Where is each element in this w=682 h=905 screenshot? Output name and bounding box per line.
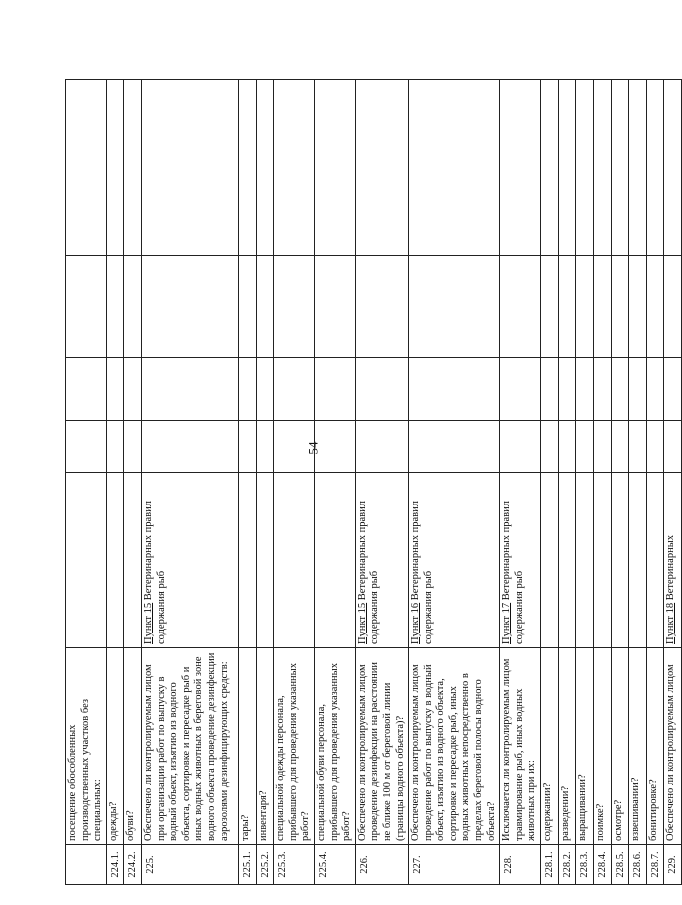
legal-reference: [314, 473, 355, 648]
item-number: 226.: [355, 845, 408, 885]
legal-reference: [664, 473, 682, 648]
reference-text: Ветеринарных правил содержания рыб: [142, 501, 167, 644]
notes-cell[interactable]: [355, 80, 408, 256]
reference-text: Ветеринарных правил содержания рыб: [410, 501, 434, 644]
checklist-body: [66, 80, 682, 885]
answer-no-cell[interactable]: [66, 358, 107, 421]
answer-no-cell[interactable]: [594, 358, 612, 421]
table-row: [141, 80, 238, 885]
question-text: взвешивании?: [629, 648, 647, 845]
legal-reference: [124, 473, 142, 648]
question-text: осмотре?: [611, 648, 629, 845]
legal-reference: [576, 473, 594, 648]
table-row: [500, 80, 541, 885]
table-row: [124, 80, 142, 885]
question-text: посещение обособленных производственных участков без специальных:: [66, 648, 107, 845]
answer-yes-cell[interactable]: [256, 421, 274, 473]
legal-reference: [611, 473, 629, 648]
notes-cell[interactable]: [541, 80, 559, 256]
reference-link[interactable]: Пункт 16: [410, 602, 422, 644]
reference-text: Ветеринарных правил содержания рыб: [356, 501, 381, 644]
legal-reference: [629, 473, 647, 648]
question-text: разведении?: [558, 648, 576, 845]
question-text: специальной одежды персонала, прибывшего для проведения указанных работ?: [274, 648, 315, 845]
page-number: 54: [305, 441, 321, 455]
question-text: обуви?: [124, 648, 142, 845]
answer-na-cell[interactable]: [106, 256, 124, 358]
answer-no-cell[interactable]: [409, 358, 500, 421]
table-row: [274, 80, 315, 885]
notes-cell[interactable]: [558, 80, 576, 256]
item-number: 228.7.: [646, 845, 664, 885]
table-row: [541, 80, 559, 885]
answer-na-cell[interactable]: [355, 256, 408, 358]
question-text: Обеспечено ли контролируемым лицом проведение дезинфекции на расстоянии не ближе 100 м от береговой линии (границы водного объекта)?: [355, 648, 408, 845]
question-text: Исключается ли контролируемым лицом травмирование рыб, иных водных животных при их:: [500, 648, 541, 845]
item-number: 228.1.: [541, 845, 559, 885]
answer-yes-cell[interactable]: [124, 421, 142, 473]
table-row: [664, 80, 682, 885]
answer-no-cell[interactable]: [238, 358, 256, 421]
reference-link[interactable]: Пункт 17: [501, 602, 513, 644]
rotated-table-container: [65, 80, 679, 885]
notes-cell[interactable]: [664, 80, 682, 256]
answer-yes-cell[interactable]: [274, 421, 315, 473]
question-text: бонитировке?: [646, 648, 664, 845]
answer-na-cell[interactable]: [238, 256, 256, 358]
answer-na-cell[interactable]: [314, 256, 355, 358]
answer-na-cell[interactable]: [274, 256, 315, 358]
legal-reference: [238, 473, 256, 648]
table-row: [409, 80, 500, 885]
answer-yes-cell[interactable]: [409, 421, 500, 473]
item-number: 225.4.: [314, 845, 355, 885]
answer-na-cell[interactable]: [646, 256, 664, 358]
answer-na-cell[interactable]: [629, 256, 647, 358]
notes-cell[interactable]: [611, 80, 629, 256]
item-number: 228.3.: [576, 845, 594, 885]
answer-na-cell[interactable]: [594, 256, 612, 358]
notes-cell[interactable]: [274, 80, 315, 256]
answer-no-cell[interactable]: [355, 358, 408, 421]
legal-reference: [594, 473, 612, 648]
item-number: 228.6.: [629, 845, 647, 885]
table-row: [576, 80, 594, 885]
notes-cell[interactable]: [256, 80, 274, 256]
table-row: [355, 80, 408, 885]
answer-no-cell[interactable]: [314, 358, 355, 421]
notes-cell[interactable]: [141, 80, 238, 256]
question-text: инвентаря?: [256, 648, 274, 845]
table-row: [256, 80, 274, 885]
answer-na-cell[interactable]: [541, 256, 559, 358]
table-row: [611, 80, 629, 885]
legal-reference: [646, 473, 664, 648]
answer-no-cell[interactable]: [646, 358, 664, 421]
question-text: поимке?: [594, 648, 612, 845]
answer-no-cell[interactable]: [611, 358, 629, 421]
item-number: 225.: [141, 845, 238, 885]
answer-yes-cell[interactable]: [500, 421, 541, 473]
answer-na-cell[interactable]: [500, 256, 541, 358]
legal-reference: [500, 473, 541, 648]
item-number: 229.: [664, 845, 682, 885]
question-text: Обеспечено ли контролируемым лицом проведение работ по выпуску в водный объект, изъятию из водного объекта, сортировке и пересадке рыб, иных водных животных непосредственно в пределах береговой полосы водного объекта?: [409, 648, 500, 845]
answer-yes-cell[interactable]: [629, 421, 647, 473]
answer-na-cell[interactable]: [611, 256, 629, 358]
answer-no-cell[interactable]: [664, 358, 682, 421]
answer-yes-cell[interactable]: [66, 421, 107, 473]
answer-yes-cell[interactable]: [664, 421, 682, 473]
answer-na-cell[interactable]: [256, 256, 274, 358]
question-text: тары?: [238, 648, 256, 845]
item-number: [66, 845, 107, 885]
table-row: [238, 80, 256, 885]
notes-cell[interactable]: [106, 80, 124, 256]
notes-cell[interactable]: [314, 80, 355, 256]
reference-link[interactable]: Пункт 15: [356, 602, 368, 644]
answer-yes-cell[interactable]: [141, 421, 238, 473]
reference-link[interactable]: Пункт 18: [665, 602, 677, 644]
answer-yes-cell[interactable]: [611, 421, 629, 473]
question-text: специальной обуви персонала, прибывшего для проведения указанных работ?: [314, 648, 355, 845]
question-text: одежды?: [106, 648, 124, 845]
answer-no-cell[interactable]: [576, 358, 594, 421]
answer-yes-cell[interactable]: [558, 421, 576, 473]
answer-yes-cell[interactable]: [238, 421, 256, 473]
answer-na-cell[interactable]: [409, 256, 500, 358]
reference-text: Ветеринарных: [665, 534, 677, 603]
notes-cell[interactable]: [646, 80, 664, 256]
item-number: 224.2.: [124, 845, 142, 885]
notes-cell[interactable]: [409, 80, 500, 256]
legal-reference: [106, 473, 124, 648]
table-row: [66, 80, 107, 885]
answer-na-cell[interactable]: [576, 256, 594, 358]
notes-cell[interactable]: [576, 80, 594, 256]
item-number: 228.2.: [558, 845, 576, 885]
table-row: [314, 80, 355, 885]
notes-cell[interactable]: [238, 80, 256, 256]
answer-na-cell[interactable]: [558, 256, 576, 358]
notes-cell[interactable]: [629, 80, 647, 256]
answer-yes-cell[interactable]: [646, 421, 664, 473]
table-row: [629, 80, 647, 885]
item-number: 227.: [409, 845, 500, 885]
legal-reference: [355, 473, 408, 648]
answer-yes-cell[interactable]: [355, 421, 408, 473]
answer-na-cell[interactable]: [124, 256, 142, 358]
reference-text: Ветеринарных правил содержания рыб: [501, 501, 525, 644]
answer-yes-cell[interactable]: [541, 421, 559, 473]
notes-cell[interactable]: [124, 80, 142, 256]
item-number: 225.3.: [274, 845, 315, 885]
answer-no-cell[interactable]: [124, 358, 142, 421]
legal-reference: [274, 473, 315, 648]
answer-no-cell[interactable]: [629, 358, 647, 421]
answer-no-cell[interactable]: [541, 358, 559, 421]
item-number: 228.4.: [594, 845, 612, 885]
legal-reference: [66, 473, 107, 648]
answer-no-cell[interactable]: [558, 358, 576, 421]
table-row: [558, 80, 576, 885]
notes-cell[interactable]: [66, 80, 107, 256]
reference-link[interactable]: Пункт 15: [142, 602, 154, 644]
answer-no-cell[interactable]: [500, 358, 541, 421]
answer-na-cell[interactable]: [664, 256, 682, 358]
answer-no-cell[interactable]: [256, 358, 274, 421]
notes-cell[interactable]: [500, 80, 541, 256]
answer-yes-cell[interactable]: [106, 421, 124, 473]
table-row: [646, 80, 664, 885]
answer-yes-cell[interactable]: [594, 421, 612, 473]
legal-reference: [409, 473, 500, 648]
item-number: 225.1.: [238, 845, 256, 885]
answer-no-cell[interactable]: [106, 358, 124, 421]
item-number: 224.1.: [106, 845, 124, 885]
table-row: [594, 80, 612, 885]
item-number: 228.: [500, 845, 541, 885]
question-text: Обеспечено ли контролируемым лицом: [664, 648, 682, 845]
answer-na-cell[interactable]: [141, 256, 238, 358]
table-row: [106, 80, 124, 885]
question-text: содержании?: [541, 648, 559, 845]
answer-no-cell[interactable]: [274, 358, 315, 421]
answer-no-cell[interactable]: [141, 358, 238, 421]
answer-yes-cell[interactable]: [314, 421, 355, 473]
answer-yes-cell[interactable]: [576, 421, 594, 473]
question-text: Обеспечено ли контролируемым лицом при организации работ по выпуску в водный объект, изъятию из водного объекта, сортировке и пересадке рыб и иных водных животных в береговой зоне водного объекта проведение дезинфекции аэрозолями дезинфицирующих средств:: [141, 648, 238, 845]
item-number: 228.5.: [611, 845, 629, 885]
question-text: выращивании?: [576, 648, 594, 845]
legal-reference: [256, 473, 274, 648]
item-number: 225.2.: [256, 845, 274, 885]
legal-reference: [558, 473, 576, 648]
legal-reference: [541, 473, 559, 648]
notes-cell[interactable]: [594, 80, 612, 256]
answer-na-cell[interactable]: [66, 256, 107, 358]
legal-reference: [141, 473, 238, 648]
checklist-table: [65, 79, 682, 885]
